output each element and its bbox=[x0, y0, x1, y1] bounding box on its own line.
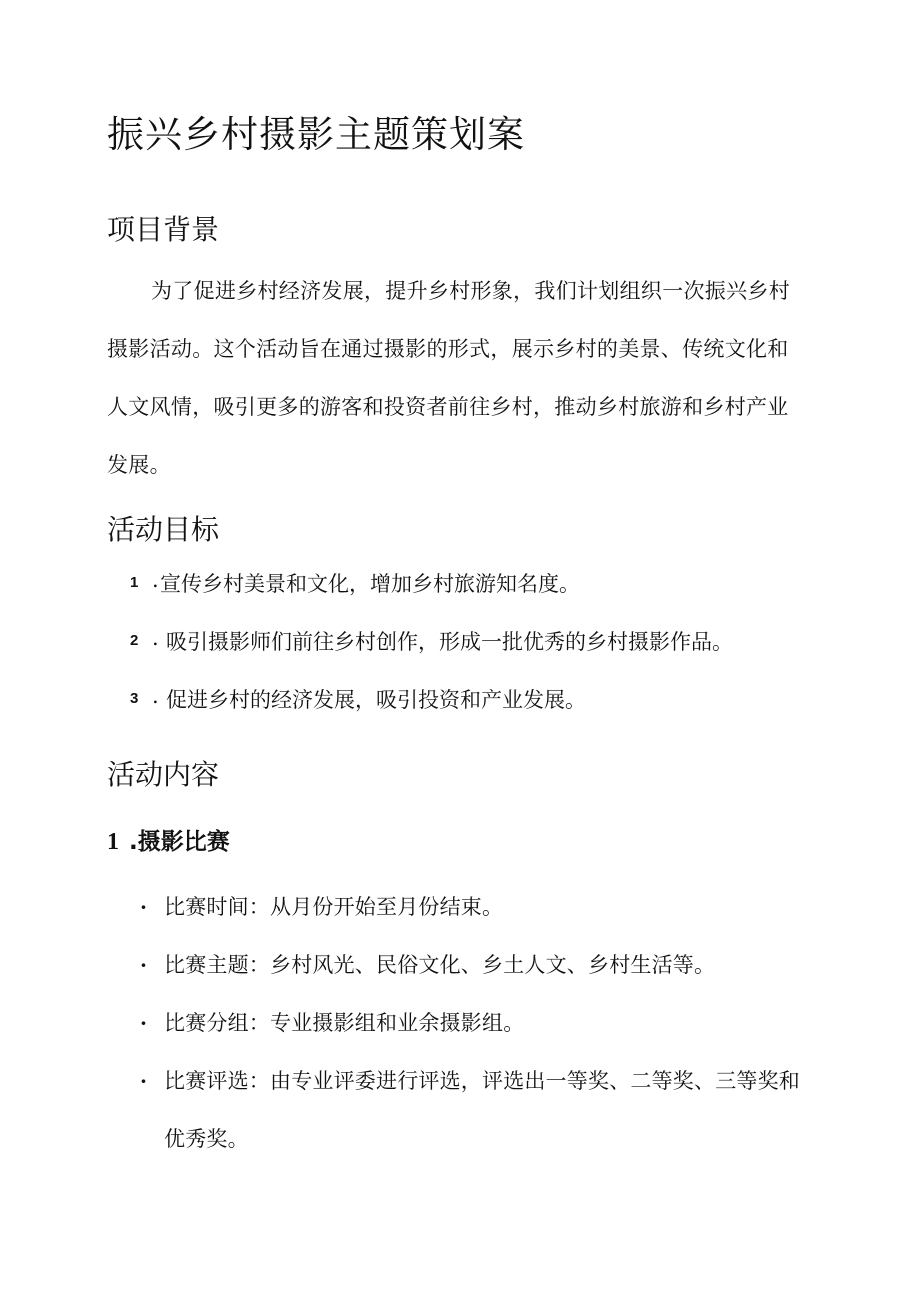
section-heading-content: 活动内容 bbox=[107, 758, 220, 791]
goal-number: 2 bbox=[130, 632, 139, 649]
contest-details-list bbox=[140, 878, 820, 1168]
background-paragraph: 为了促进乡村经济发展，提升乡村形象，我们计划组织一次振兴乡村摄影活动。这个活动旨在通过摄影的形式，展示乡村的美景、传统文化和人文风情，吸引更多的游客和投资者前往乡村，推动乡村旅游和乡村产业发展。 bbox=[107, 279, 790, 477]
goal-text: 宣传乡村美景和文化，增加乡村旅游知名度。 bbox=[160, 572, 580, 596]
bullet-icon: · bbox=[140, 1011, 148, 1035]
list-item-text: 比赛评选：由专业评委进行评选，评选出一等奖、二等奖、三等奖和优秀奖。 bbox=[164, 1069, 800, 1151]
bullet-icon: · bbox=[140, 953, 148, 977]
subsection-heading-photo-contest: 1 .摄影比赛 bbox=[107, 829, 230, 855]
list-item bbox=[140, 878, 820, 936]
section-heading-background: 项目背景 bbox=[107, 213, 220, 246]
section-heading-goals: 活动目标 bbox=[107, 513, 220, 546]
goal-item: 2 . 吸引摄影师们前往乡村创作，形成一批优秀的乡村摄影作品。 bbox=[130, 626, 733, 654]
document-title: 振兴乡村摄影主题策划案 bbox=[107, 113, 525, 156]
subsection-title: 摄影比赛 bbox=[137, 829, 230, 855]
bullet-icon: · bbox=[140, 895, 148, 919]
list-item bbox=[140, 1052, 820, 1168]
bullet-icon: · bbox=[140, 1069, 148, 1093]
list-item-text: 比赛分组：专业摄影组和业余摄影组。 bbox=[164, 1011, 525, 1035]
goal-number: 3 bbox=[130, 690, 139, 707]
subsection-number: 1 bbox=[107, 829, 119, 855]
goal-text: 促进乡村的经济发展，吸引投资和产业发展。 bbox=[166, 688, 586, 712]
list-item-text: 比赛时间：从月份开始至月份结束。 bbox=[164, 895, 504, 919]
goal-text: 吸引摄影师们前往乡村创作，形成一批优秀的乡村摄影作品。 bbox=[166, 630, 733, 654]
goal-number: 1 bbox=[130, 574, 139, 591]
list-item bbox=[140, 936, 820, 994]
list-item-text: 比赛主题：乡村风光、民俗文化、乡土人文、乡村生活等。 bbox=[164, 953, 716, 977]
list-item bbox=[140, 994, 820, 1052]
goals-list bbox=[130, 568, 733, 742]
goal-item: 1 . 宣传乡村美景和文化，增加乡村旅游知名度。 bbox=[130, 568, 580, 596]
goal-item: 3 . 促进乡村的经济发展，吸引投资和产业发展。 bbox=[130, 684, 586, 712]
